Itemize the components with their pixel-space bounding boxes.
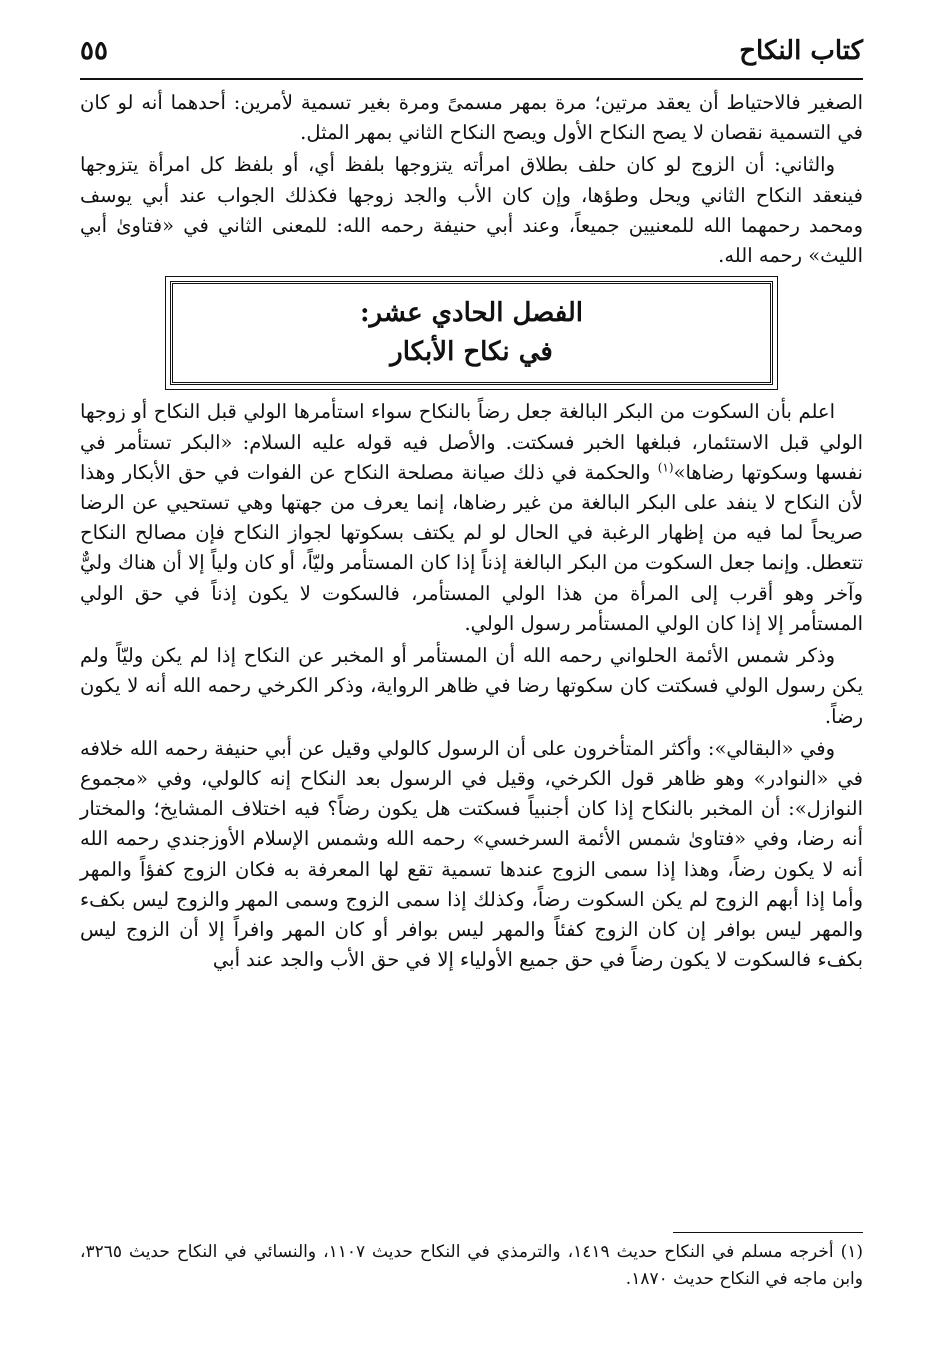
page-number: ٥٥ <box>80 36 108 66</box>
paragraph-silence-consent-part2: والحكمة في ذلك صيانة مصلحة النكاح عن الفوات في حق الأبكار وهذا لأن النكاح لا ينفد على البكر البالغة من غير رضاها، إنما يعرف من جهتها وهي تستحيي عن الرضا صريحاً لما فيه من إظهار الرغبة في الحال لو لم يكتف بسكوتها لجواز النكاح فإن مصالح النكاح تتعطل. وإنما جعل السكوت من البكر البالغة إذناً إذا كان المستأمر وليّاً، أو كان ولياً إلا أن هناك وليٌّ وآخر وهو أقرب إلى المرأة من هذا الولي المستأمر، فالسكوت لا يكون إذناً في حق الولي المستأمر إلا إذا كان الولي المستأمر رسول الولي. <box>80 460 863 635</box>
main-text <box>80 88 863 977</box>
footnotes <box>80 1232 863 1293</box>
chapter-heading-line2: في نكاح الأبكار <box>390 337 553 368</box>
page-header <box>80 30 863 80</box>
chapter-heading-box <box>170 281 773 385</box>
paragraph-silence-consent <box>80 397 863 639</box>
footnote-divider <box>673 1232 863 1233</box>
book-title: كتاب النكاح <box>739 36 863 66</box>
paragraph-silence-consent-part1: اعلم بأن السكوت من البكر البالغة جعل رضاً بالنكاح سواء استأمرها الولي قبل النكاح أو زوجها الولي قبل الاستئمار، فبلغها الخبر فسكتت. والأصل فيه قوله عليه السلام: «البكر تستأمر في نفسها وسكوتها رضاها» <box>80 400 863 484</box>
paragraph-second-reason: والثاني: أن الزوج لو كان حلف بطلاق امرأته يتزوجها بلفظ أي، أو بلفظ كل امرأة يتزوجها فينعقد النكاح الثاني ويحل وطؤها، وإن كان الأب والجد زوجها فكذلك الجواب عند أبي يوسف ومحمد رحمهما الله للمعنيين جميعاً، وعند أبي حنيفة رحمه الله: للمعنى الثاني في «فتاوىٰ أبي الليث» رحمه الله. <box>80 153 863 268</box>
paragraph-baqqali: وفي «البقالي»: وأكثر المتأخرون على أن الرسول كالولي وقيل عن أبي حنيفة رحمه الله خلافه في «النوادر» وهو ظاهر قول الكرخي، وقيل في الرسول بعد النكاح إنه كالولي، وفي «مجموع النوازل»: أن المخبر بالنكاح إذا كان أجنبياً فسكتت هل يكون رضاً؟ فيه اختلاف المشايخ؛ والمختار أنه رضا، وفي «فتاوىٰ شمس الأئمة السرخسي» رحمه الله وشمس الإسلام الأوزجندي رحمه الله أنه لا يكون رضاً، وهذا إذا سمى الزوج عندها تسمية تقع لها المعرفة به فكان الزوج كفؤاً والمهر وأما إذا أبهم الزوج لم يكن السكوت رضاً، وكذلك إذا سمى الزوج وسمى المهر والزوج ليس بكفء والمهر ليس بوافر إن كان الزوج كفئاً والمهر ليس بوافر أو كان المهر وافراً إلا أن الزوج ليس بكفء فالسكوت لا يكون رضاً في حق جميع الأولياء إلا في حق الأب والجد عند أبي <box>80 736 863 972</box>
paragraph-continued: الصغير فالاحتياط أن يعقد مرتين؛ مرة بمهر مسمىً ومرة بغير تسمية لأمرين: أحدهما أنه لو كان في التسمية نقصان لا يصح النكاح الأول ويصح النكاح الثاني بمهر المثل. <box>80 91 863 145</box>
footnote-text: (١) أخرجه مسلم في النكاح حديث ١٤١٩، والترمذي في النكاح حديث ١١٠٧، والنسائي في النكاح حديث ٣٢٦٥، وابن ماجه في النكاح حديث ١٨٧٠. <box>80 1242 863 1290</box>
paragraph-halwani: وذكر شمس الأئمة الحلواني رحمه الله أن المستأمر أو المخبر عن النكاح إذا لم يكن وليّاً ولم يكن رسول الولي فسكتت كان سكوتها رضا في ظاهر الرواية، وذكر الكرخي رحمه الله أنه لا يكون رضاً. <box>80 644 863 728</box>
footnote-reference: (١) <box>657 460 674 475</box>
chapter-heading-line1: الفصل الحادي عشر: <box>359 298 584 329</box>
